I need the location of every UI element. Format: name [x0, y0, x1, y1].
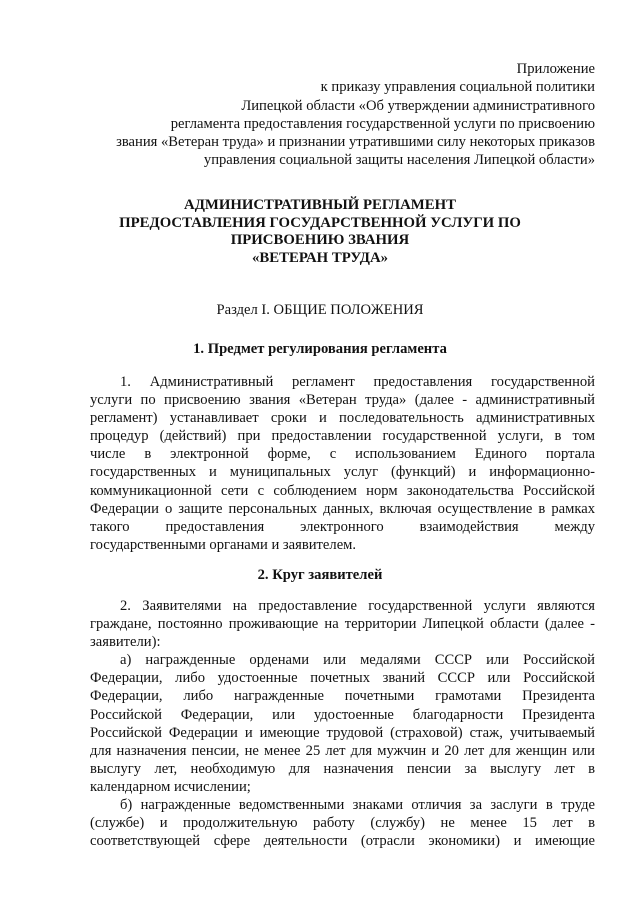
paragraph-line: услуги по присвоению звания «Ветеран труда» (далее - административный [90, 392, 595, 409]
appendix-reference [75, 60, 595, 170]
paragraph-line: государственными органами и заявителем. [90, 536, 357, 553]
paragraph-line: Российской Федерации и имеющие трудовой (страховой) стаж, учитываемый [90, 724, 595, 741]
paragraph-line: регламент) устанавливает сроки и последовательность административных [90, 410, 595, 427]
paragraph-line: такого предоставления электронного взаимодействия между [90, 518, 595, 535]
paragraph-line: числе в электронной форме, с использованием Единого портала [90, 446, 595, 463]
appendix-line: к приказу управления социальной политики [320, 79, 595, 96]
paragraph-line: соответствующей сфере деятельности (отрасли экономики) и имеющие [90, 833, 595, 850]
paragraph-line: коммуникационной сети с соблюдением норм законодательства Российской [90, 482, 595, 499]
title-line: «ВЕТЕРАН ТРУДА» [251, 249, 389, 266]
paragraph-line: Федерации, либо удостоенные почетных званий СССР или Российской [90, 670, 595, 687]
appendix-line: звания «Ветеран труда» и признании утратившими силу некоторых приказов [116, 134, 595, 151]
title-line: ПРИСВОЕНИЮ ЗВАНИЯ [230, 232, 410, 248]
title-line: АДМИНИСТРАТИВНЫЙ РЕГЛАМЕНТ [184, 197, 456, 213]
paragraph-line: государственных и муниципальных услуг (функций) и информационно- [90, 464, 595, 481]
subsection-heading-2: 2. Круг заявителей [257, 567, 383, 583]
appendix-line: управления социальной защиты населения Липецкой области» [203, 152, 595, 169]
section-title: Раздел I. ОБЩИЕ ПОЛОЖЕНИЯ [216, 302, 424, 318]
paragraph-line: процедур (действий) при предоставлении государственной услуги, в том [90, 428, 595, 445]
paragraph-line: 2. Заявителями на предоставление государственной услуги являются [120, 598, 595, 614]
paragraph-line: 1. Административный регламент предоставления государственной [120, 374, 595, 390]
paragraph-line: а) награжденные орденами или медалями СССР или Российской [120, 652, 595, 669]
paragraph-line: выслугу лет, необходимую для назначения пенсии за выслугу лет в [90, 760, 595, 777]
paragraph-line: для назначения пенсии, не менее 25 лет для мужчин и 20 лет для женщин или [90, 742, 595, 759]
paragraph-1 [90, 373, 595, 554]
paragraph-line: заявители): [90, 634, 161, 651]
paragraph-line: (службе) и продолжительную работу (службу) не менее 15 лет в [90, 815, 595, 832]
paragraph-line: Федерации, либо награжденные почетными грамотами Президента [90, 688, 595, 705]
paragraph-line: б) награжденные ведомственными знаками отличия за заслуги в труде [120, 797, 595, 814]
document-title [60, 197, 580, 267]
appendix-line: Приложение [516, 61, 595, 77]
paragraph-line: Российской Федерации, или удостоенные благодарности Президента [90, 706, 595, 723]
appendix-line: Липецкой области «Об утверждении административного [241, 97, 595, 114]
paragraph-2 [90, 597, 595, 850]
subsection-heading-1: 1. Предмет регулирования регламента [193, 341, 447, 357]
appendix-line: регламента предоставления государственной услуги по присвоению [170, 115, 595, 132]
paragraph-line: Федерации о защите персональных данных, включая осуществление в рамках [90, 500, 595, 517]
paragraph-line: граждане, постоянно проживающие на территории Липецкой области (далее - [90, 616, 595, 633]
title-line: ПРЕДОСТАВЛЕНИЯ ГОСУДАРСТВЕННОЙ УСЛУГИ ПО [119, 214, 521, 231]
paragraph-line: календарном исчислении; [90, 778, 251, 795]
